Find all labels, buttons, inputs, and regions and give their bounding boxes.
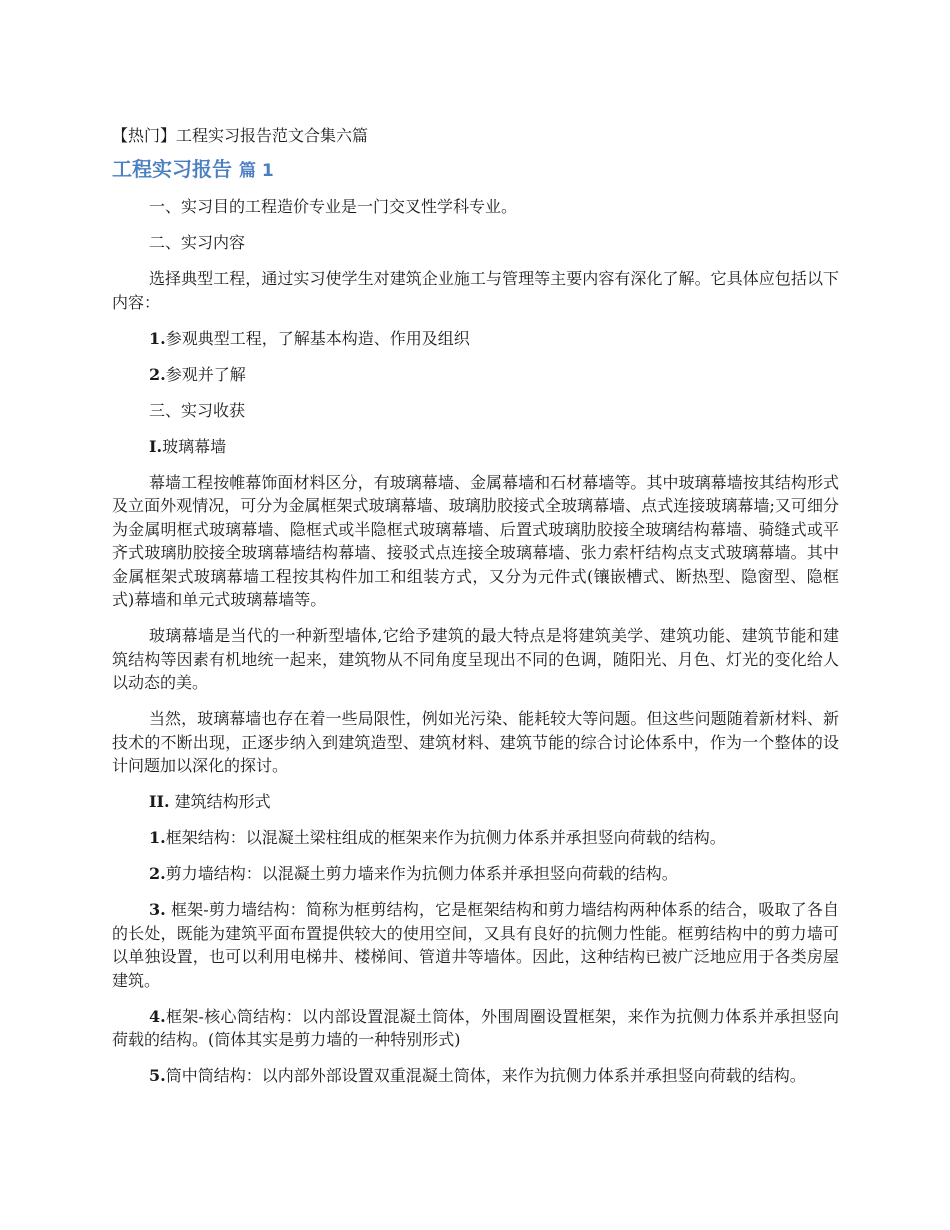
document-page [112, 123, 839, 1100]
paragraph-text: 剪力墙结构：以混凝土剪力墙来作为抗侧力体系并承担竖向荷载的结构。 [165, 864, 678, 883]
paragraph-lead: 2. [149, 364, 166, 384]
paragraph-text: 一、实习目的工程造价专业是一门交叉性学科专业。 [149, 197, 518, 216]
paragraph-lead: 1. [149, 328, 166, 348]
paragraph [112, 399, 839, 423]
paragraph [112, 1064, 839, 1088]
paragraph [112, 231, 839, 255]
paragraph-text: 当然，玻璃幕墙也存在着一些局限性，例如光污染、能耗较大等问题。但这些问题随着新材料、新技术的不断出现，正逐步纳入到建筑造型、建筑材料、建筑节能的综合讨论体系中，作为一个整体的设计问题加以深化的探讨。 [112, 709, 839, 775]
paragraph-text: 选择典型工程，通过实习使学生对建筑企业施工与管理等主要内容有深化了解。它具体应包括以下内容： [112, 269, 839, 312]
paragraph-text: 参观并了解 [165, 364, 246, 384]
paragraph [112, 707, 839, 778]
paragraph-lead: II. [149, 792, 170, 811]
paragraph [112, 327, 839, 351]
paragraph-text: 二、实习内容 [149, 233, 246, 252]
paragraph [112, 790, 839, 814]
paragraph-lead: 2. [149, 864, 166, 883]
paragraph-text: 建筑结构形式 [169, 792, 271, 811]
paragraph-text: 筒中筒结构：以内部外部设置双重混凝土筒体，来作为抗侧力体系并承担竖向荷载的结构。 [165, 1066, 806, 1085]
paragraph [112, 363, 839, 387]
paragraph-text: 框架结构：以混凝土梁柱组成的框架来作为抗侧力体系并承担竖向荷载的结构。 [165, 828, 726, 847]
paragraph-text: 三、实习收获 [149, 400, 246, 420]
paragraph-text: 玻璃幕墙 [162, 436, 227, 456]
paragraph-text: 幕墙工程按帷幕饰面材料区分，有玻璃幕墙、金属幕墙和石材幕墙等。其中玻璃幕墙按其结构形式及立面外观情况，可分为金属框架式玻璃幕墙、玻璃肋胶接式全玻璃幕墙、点式连接玻璃幕墙;又可细分为金属明框式玻璃幕墙、隐框式或半隐框式玻璃幕墙、后置式玻璃肋胶接全玻璃结构幕墙、骑缝式或平齐式玻璃肋胶接全玻璃幕墙结构幕墙、接驳式点连接全玻璃幕墙、张力索杆结构点支式玻璃幕墙。其中金属框架式玻璃幕墙工程按其构件加工和组装方式，又分为元件式(镶嵌槽式、断热型、隐窗型、隐框式)幕墙和单元式玻璃幕墙等。 [112, 472, 839, 609]
paragraph-text: 框架-核心筒结构：以内部设置混凝土筒体，外围周圈设置框架，来作为抗侧力体系并承担竖向荷载的结构。(筒体其实是剪力墙的一种特别形式) [112, 1006, 839, 1049]
section-heading-text: 工程实习报告 [112, 157, 232, 181]
paragraph-lead: 4. [149, 1006, 166, 1026]
paragraph-lead: 5. [149, 1066, 166, 1085]
paragraph [112, 898, 839, 992]
paragraph [112, 1005, 839, 1052]
paragraph-text: 框架-剪力墙结构：简称为框剪结构，它是框架结构和剪力墙结构两种体系的结合，吸取了各自的长处，既能为建筑平面布置提供较大的使用空间，又具有良好的抗侧力性能。框剪结构中的剪力墙可以单独设置，也可以利用电梯井、楼梯间、管道井等墙体。因此，这种结构已被广泛地应用于各类房屋建筑。 [112, 900, 839, 990]
document-title: 【热门】工程实习报告范文合集六篇 [112, 126, 369, 145]
section-heading [112, 155, 839, 185]
paragraph [112, 862, 839, 886]
paragraph [112, 471, 839, 612]
paragraph [112, 195, 839, 219]
paragraph [112, 826, 839, 850]
section-number: 篇 1 [238, 161, 274, 181]
paragraph [112, 624, 839, 695]
paragraph-lead: 1. [149, 828, 166, 847]
body-paragraphs [112, 195, 839, 1088]
paragraph-text: 玻璃幕墙是当代的一种新型墙体,它给予建筑的最大特点是将建筑美学、建筑功能、建筑节能和建筑结构等因素有机地统一起来，建筑物从不同角度呈现出不同的色调，随阳光、月色、灯光的变化给人以动态的美。 [112, 626, 839, 692]
paragraph [112, 435, 839, 459]
paragraph-lead: 3. [149, 900, 166, 919]
paragraph [112, 267, 839, 314]
paragraph-lead: I. [149, 436, 163, 456]
paragraph-text: 参观典型工程，了解基本构造、作用及组织 [165, 328, 470, 348]
